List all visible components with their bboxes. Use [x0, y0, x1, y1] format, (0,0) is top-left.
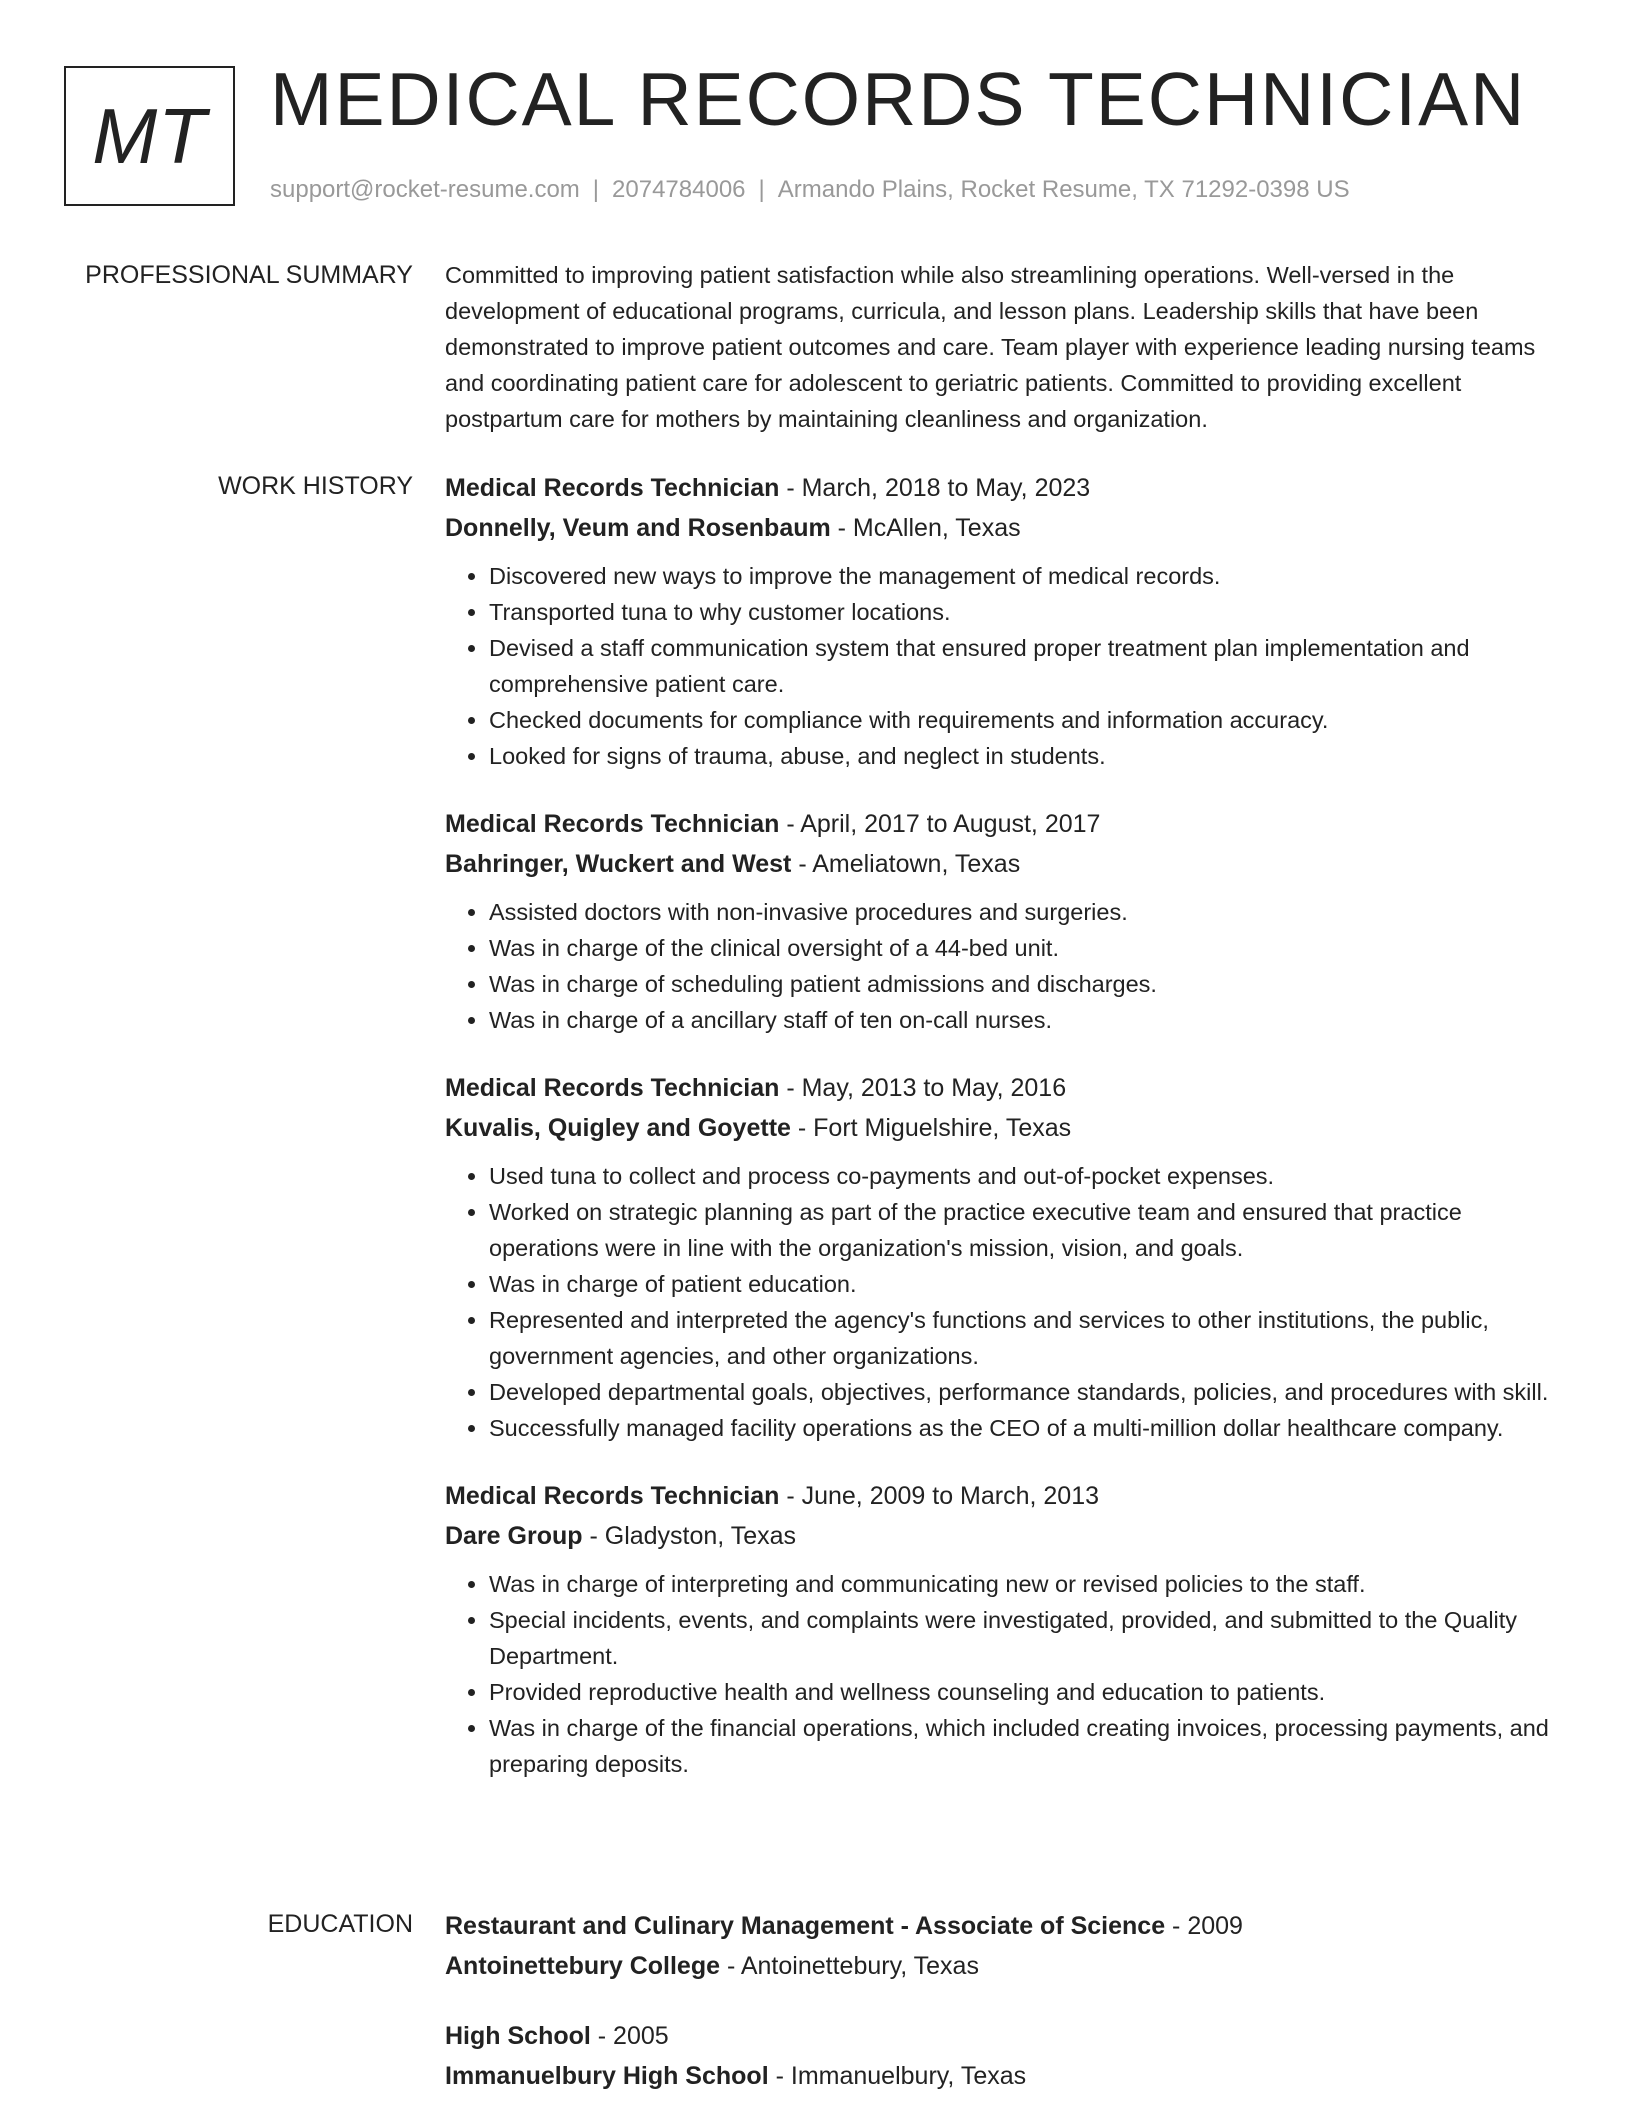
job-title-line	[445, 1068, 1565, 1108]
education-body	[445, 1906, 1565, 2096]
job-title: Medical Records Technician	[445, 474, 780, 502]
education-entry	[445, 1906, 1565, 1986]
list-item: • Was in charge of scheduling patient admissions and discharges.	[489, 966, 1565, 1002]
job-location: - Gladyston, Texas	[582, 1522, 797, 1550]
section-label-work-history: WORK HISTORY	[218, 472, 413, 500]
contact-phone: 2074784006	[612, 176, 746, 203]
education-year: - 2005	[590, 2022, 669, 2050]
job-title: Medical Records Technician	[445, 810, 780, 838]
contact-email: support@rocket-resume.com	[270, 176, 580, 203]
job-dates: - May, 2013 to May, 2016	[779, 1074, 1067, 1102]
education-degree-line	[445, 1906, 1565, 1946]
list-item: • Used tuna to collect and process co-payments and out-of-pocket expenses.	[489, 1158, 1565, 1194]
job-dates: - June, 2009 to March, 2013	[779, 1482, 1100, 1510]
list-item: • Devised a staff communication system that ensured proper treatment plan implementation and comprehensive patient care.	[489, 630, 1565, 702]
list-item: • Transported tuna to why customer locations.	[489, 594, 1565, 630]
education-school-line	[445, 2056, 1565, 2096]
contact-separator: |	[758, 176, 765, 203]
job-entry	[445, 804, 1565, 1038]
job-title: Medical Records Technician	[445, 1074, 780, 1102]
list-item: • Assisted doctors with non-invasive procedures and surgeries.	[489, 894, 1565, 930]
list-item: • Was in charge of interpreting and communicating new or revised policies to the staff.	[489, 1566, 1565, 1602]
education-degree-line	[445, 2016, 1565, 2056]
job-entry	[445, 468, 1565, 774]
list-item: • Developed departmental goals, objectives, performance standards, policies, and procedures with skill.	[489, 1374, 1565, 1410]
list-item: • Worked on strategic planning as part of the practice executive team and ensured that practice operations were in line with the organization's mission, vision, and goals.	[489, 1194, 1565, 1266]
education-year: - 2009	[1165, 1912, 1243, 1940]
job-company: Donnelly, Veum and Rosenbaum	[445, 514, 831, 542]
education-location: - Immanuelbury, Texas	[768, 2062, 1027, 2090]
education-school: Immanuelbury High School	[445, 2062, 769, 2090]
list-item: • Was in charge of patient education.	[489, 1266, 1565, 1302]
education-entry	[445, 2016, 1565, 2096]
education-school-line	[445, 1946, 1565, 1986]
job-title: Medical Records Technician	[445, 1482, 780, 1510]
monogram-initials: MT	[92, 92, 207, 180]
job-bullets	[445, 1566, 1565, 1782]
section-label-education: EDUCATION	[267, 1910, 413, 1938]
job-company-line	[445, 1516, 1565, 1556]
job-title-line	[445, 804, 1565, 844]
job-company-line	[445, 1108, 1565, 1148]
list-item: • Special incidents, events, and complaints were investigated, provided, and submitted to the Quality Department.	[489, 1602, 1565, 1674]
education-degree: High School	[445, 2022, 591, 2050]
list-item: • Looked for signs of trauma, abuse, and neglect in students.	[489, 738, 1565, 774]
list-item: • Was in charge of the financial operations, which included creating invoices, processing payments, and preparing deposits.	[489, 1710, 1565, 1782]
education-location: - Antoinettebury, Texas	[720, 1952, 979, 1980]
job-location: - McAllen, Texas	[830, 514, 1021, 542]
list-item: • Represented and interpreted the agency's functions and services to other institutions, the public, government agencies, and other organizations.	[489, 1302, 1565, 1374]
job-bullets	[445, 894, 1565, 1038]
list-item: • Was in charge of a ancillary staff of ten on-call nurses.	[489, 1002, 1565, 1038]
job-company: Bahringer, Wuckert and West	[445, 850, 792, 878]
job-bullets	[445, 1158, 1565, 1446]
contact-separator: |	[592, 176, 600, 203]
list-item: • Discovered new ways to improve the management of medical records.	[489, 558, 1565, 594]
contact-line	[270, 176, 1350, 204]
contact-address: Armando Plains, Rocket Resume, TX 71292-0398 US	[777, 176, 1350, 203]
summary-body	[445, 257, 1565, 437]
job-bullets	[445, 558, 1565, 774]
list-item: • Successfully managed facility operations as the CEO of a multi-million dollar healthcare company.	[489, 1410, 1565, 1446]
resume-title: MEDICAL RECORDS TECHNICIAN	[270, 57, 1527, 141]
education-school: Antoinettebury College	[445, 1952, 721, 1980]
job-title-line	[445, 468, 1565, 508]
list-item: • Was in charge of the clinical oversight of a 44-bed unit.	[489, 930, 1565, 966]
summary-text: Committed to improving patient satisfaction while also streamlining operations. Well-versed in the development of educational programs, curricula, and lesson plans. Leadership skills that have been demonstrated to improve patient outcomes and care. Team player with experience leading nursing teams and coordinating patient care for adolescent to geriatric patients. Committed to providing excellent postpartum care for mothers by maintaining cleanliness and organization.	[445, 262, 1536, 432]
list-item: • Provided reproductive health and wellness counseling and education to patients.	[489, 1674, 1565, 1710]
list-item: • Checked documents for compliance with requirements and information accuracy.	[489, 702, 1565, 738]
job-company: Dare Group	[445, 1522, 583, 1550]
job-dates: - March, 2018 to May, 2023	[779, 474, 1091, 502]
job-dates: - April, 2017 to August, 2017	[779, 810, 1101, 838]
section-label-summary: PROFESSIONAL SUMMARY	[85, 261, 413, 289]
education-degree: Restaurant and Culinary Management - Associate of Science	[445, 1912, 1166, 1940]
job-company-line	[445, 508, 1565, 548]
job-company: Kuvalis, Quigley and Goyette	[445, 1114, 791, 1142]
job-location: - Fort Miguelshire, Texas	[790, 1114, 1072, 1142]
work-history-body	[445, 468, 1565, 1782]
job-company-line	[445, 844, 1565, 884]
job-location: - Ameliatown, Texas	[791, 850, 1021, 878]
job-entry	[445, 1068, 1565, 1446]
job-entry	[445, 1476, 1565, 1782]
job-title-line	[445, 1476, 1565, 1516]
monogram-box	[64, 66, 235, 206]
